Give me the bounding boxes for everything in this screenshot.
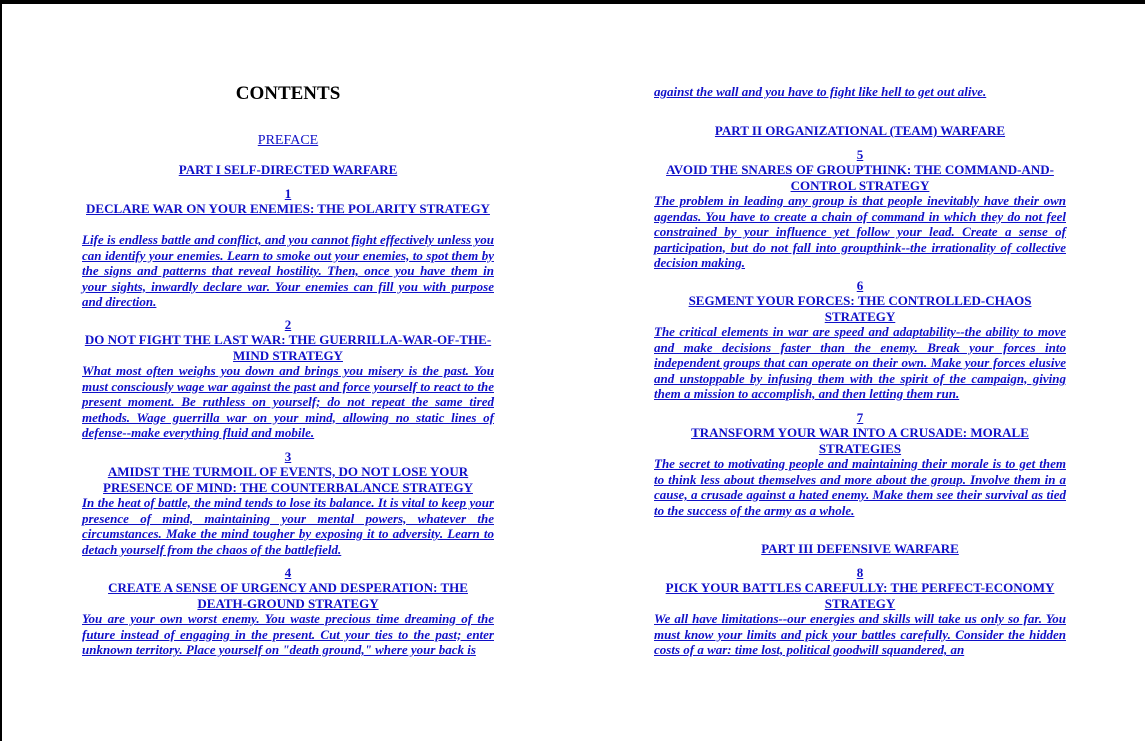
chapter-2-title-link[interactable]: DO NOT FIGHT THE LAST WAR: THE GUERRILLA-WAR-OF-THE-MIND STRATEGY — [84, 332, 492, 363]
part-1-link[interactable]: PART I SELF-DIRECTED WARFARE — [178, 162, 398, 177]
preface-link[interactable]: PREFACE — [257, 133, 319, 148]
chapter-5-title — [654, 162, 1066, 193]
window-left-border — [0, 0, 2, 741]
chapter-4-summary-continued[interactable]: against the wall and you have to fight like hell to get out alive. — [654, 84, 987, 99]
contents-heading: CONTENTS — [235, 83, 341, 104]
chapter-7-title — [654, 425, 1066, 456]
chapter-1-title-link[interactable]: DECLARE WAR ON YOUR ENEMIES: THE POLARITY STRATEGY — [86, 201, 490, 216]
chapter-2-number-link[interactable]: 2 — [284, 317, 292, 332]
chapter-8-title — [654, 580, 1066, 611]
chapter-7-number — [654, 410, 1066, 426]
chapter-5-number — [654, 147, 1066, 163]
chapter-5-number-link[interactable]: 5 — [856, 147, 864, 162]
window-top-border — [0, 0, 1145, 4]
part-1-heading — [82, 162, 494, 178]
chapter-6-title-link[interactable]: SEGMENT YOUR FORCES: THE CONTROLLED-CHAOS STRATEGY — [688, 293, 1032, 324]
chapter-8-number-link[interactable]: 8 — [856, 565, 864, 580]
chapter-1-summary[interactable]: Life is endless battle and conflict, and you cannot fight effectively unless you can identify your enemies. Learn to smoke out your enemies, to spot them by the signs and patterns that reveal hostility. Then, once you have them in your sights, inwardly declare war. Your enemies can fill you with purpose and direction. — [82, 232, 494, 309]
chapter-8-number — [654, 565, 1066, 581]
chapter-8-summary[interactable]: We all have limitations--our energies and skills will take us only so far. You must know your limits and pick your battles carefully. Consider the hidden costs of a war: time lost, political goodwill squandered, an — [654, 611, 1066, 657]
chapter-5-summary[interactable]: The problem in leading any group is that people inevitably have their own agendas. You have to create a chain of command in which they do not feel constrained by your influence yet follow your lead. Create a sense of participation, but do not fall into groupthink--the irrationality of collective decision making. — [654, 193, 1066, 270]
chapter-4-number — [82, 565, 494, 581]
chapter-2-summary[interactable]: What most often weighs you down and brings you misery is the past. You must consciously wage war against the past and force yourself to react to the present moment. Be ruthless on yourself; do not repeat the same tired methods. Wage guerrilla war on your mind, allowing no static lines of defense--make everything fluid and mobile. — [82, 363, 494, 440]
chapter-3-title-link[interactable]: AMIDST THE TURMOIL OF EVENTS, DO NOT LOSE YOUR PRESENCE OF MIND: THE COUNTERBALANCE STRATEGY — [103, 464, 473, 495]
chapter-7-number-link[interactable]: 7 — [856, 410, 864, 425]
chapter-1-number — [82, 186, 494, 202]
chapter-5-title-link[interactable]: AVOID THE SNARES OF GROUPTHINK: THE COMMAND-AND-CONTROL STRATEGY — [666, 162, 1054, 193]
chapter-6-number-link[interactable]: 6 — [856, 278, 864, 293]
chapter-7-title-link[interactable]: TRANSFORM YOUR WAR INTO A CRUSADE: MORALE STRATEGIES — [691, 425, 1029, 456]
part-3-link[interactable]: PART III DEFENSIVE WARFARE — [761, 541, 959, 556]
chapter-4-title-link[interactable]: CREATE A SENSE OF URGENCY AND DESPERATION: THE DEATH-GROUND STRATEGY — [108, 580, 468, 611]
chapter-3-summary[interactable]: In the heat of battle, the mind tends to lose its balance. It is vital to keep your presence of mind, maintaining your mental powers, whatever the circumstances. Make the mind tougher by exposing it to adversity. Learn to detach yourself from the chaos of the battlefield. — [82, 495, 494, 557]
chapter-2-number — [82, 317, 494, 333]
chapter-3-title — [82, 464, 494, 495]
chapter-1-number-link[interactable]: 1 — [284, 186, 292, 201]
chapter-3-number — [82, 449, 494, 465]
chapter-3-number-link[interactable]: 3 — [284, 449, 292, 464]
preface-link-row — [82, 133, 494, 149]
chapter-8-title-link[interactable]: PICK YOUR BATTLES CAREFULLY: THE PERFECT-ECONOMY STRATEGY — [665, 580, 1055, 611]
chapter-2-title — [82, 332, 494, 363]
chapter-7-summary[interactable]: The secret to motivating people and maintaining their morale is to get them to think less about themselves and more about the group. Involve them in a cause, a crusade against a hated enemy. Make them see their survival as tied to the success of the army as a whole. — [654, 456, 1066, 518]
chapter-4-number-link[interactable]: 4 — [284, 565, 292, 580]
chapter-1-title — [82, 201, 494, 217]
part-2-heading — [654, 123, 1066, 139]
chapter-6-summary[interactable]: The critical elements in war are speed and adaptability--the ability to move and make decisions faster than the enemy. Break your forces into independent groups that can operate on their own. Make your forces elusive and unstoppable by infusing them with the spirit of the campaign, giving them a mission to accomplish, and then letting them run. — [654, 324, 1066, 401]
part-3-heading — [654, 541, 1066, 557]
chapter-6-number — [654, 278, 1066, 294]
chapter-4-title — [82, 580, 494, 611]
part-2-link[interactable]: PART II ORGANIZATIONAL (TEAM) WARFARE — [714, 123, 1006, 138]
chapter-6-title — [654, 293, 1066, 324]
chapter-4-summary[interactable]: You are your own worst enemy. You waste precious time dreaming of the future instead of engaging in the present. Cut your ties to the past; enter unknown territory. Place yourself on "death ground," where your back is — [82, 611, 494, 657]
